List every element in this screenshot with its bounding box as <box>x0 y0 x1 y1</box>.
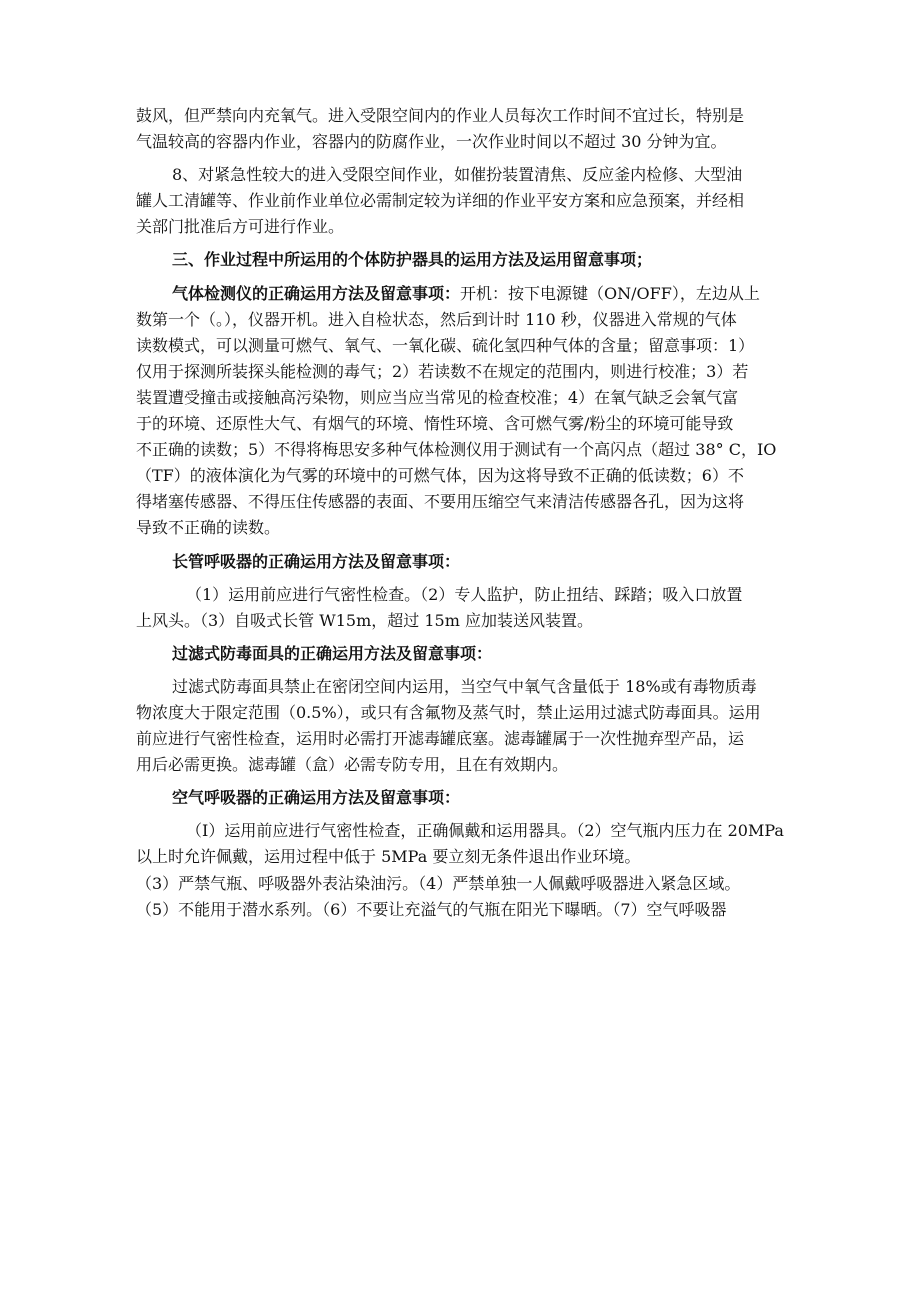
text-line: （I）运用前应进行气密性检查，正确佩戴和运用器具。（2）空气瓶内压力在 20MPa <box>186 821 784 841</box>
text-line: 读数模式，可以测量可燃气、氧气、一氧化碳、硫化氢四种气体的含量；留意事项：1） <box>136 335 755 355</box>
text-line: 前应进行气密性检查，运用时必需打开滤毒罐底塞。滤毒罐属于一次性抛弃型产品，运 <box>136 729 745 749</box>
text-line: 不正确的读数；5）不得将梅思安多种气体检测仪用于测试有一个高闪点（超过 38° C，IO <box>136 440 777 460</box>
paragraph-long-tube <box>136 582 786 634</box>
text-line: （TF）的液体演化为气雾的环境中的可燃气体，因为这将导致不正确的低读数；6）不 <box>136 466 744 486</box>
section-heading-long-tube: 长管呼吸器的正确运用方法及留意事项： <box>172 551 461 571</box>
text-line: 于的环境、还原性大气、有烟气的环境、惰性环境、含可燃气雾/粉尘的环境可能导致 <box>136 414 734 434</box>
text-line: 得堵塞传感器、不得压住传感器的表面、不要用压缩空气来清洁传感器各孔，因为这将 <box>136 492 745 512</box>
paragraph-item-8 <box>136 162 786 240</box>
paragraph-air-respirator <box>136 818 786 922</box>
text-line: 上风头。（3）自吸式长管 W15m，超过 15m 应加装送风装置。 <box>136 610 593 630</box>
text-line: 气温较高的容器内作业，容器内的防腐作业，一次作业时间以不超过 30 分钟为宜。 <box>136 132 727 152</box>
paragraph-gas-detector <box>136 281 786 542</box>
text-line: 以上时允许佩戴，运用过程中低于 5MPa 要立刻无条件退出作业环境。 <box>136 847 641 867</box>
text-line: 数第一个（。），仪器开机。进入自检状态，然后到计时 110 秒，仪器进入常规的气体 <box>136 309 737 329</box>
text-line: 仅用于探测所装探头能检测的毒气；2）若读数不在规定的范围内，则进行校准；3）若 <box>136 361 749 381</box>
text-line: 装置遭受撞击或接触高污染物，则应当应当常见的检查校准；4）在氧气缺乏会氧气富 <box>136 387 739 407</box>
paragraph-ventilation <box>136 103 786 155</box>
text-line: 8、对紧急性较大的进入受限空间作业，如催扮装置清焦、反应釜内检修、大型油 <box>172 165 743 185</box>
paragraph-filter-mask <box>136 674 786 778</box>
section-heading-filter-mask: 过滤式防毒面具的正确运用方法及留意事项： <box>172 643 493 663</box>
gas-detector-heading: 气体检测仪的正确运用方法及留意事项： <box>172 283 461 303</box>
text-line <box>136 281 786 307</box>
text-line: 导致不正确的读数。 <box>136 518 281 538</box>
text-line: 罐人工清罐等、作业前作业单位必需制定较为详细的作业平安方案和应急预案，并经相 <box>136 191 745 211</box>
text-line: 物浓度大于限定范围（0.5%），或只有含氟物及蒸气时，禁止运用过滤式防毒面具。运用 <box>136 702 761 722</box>
section-heading-air-respirator: 空气呼吸器的正确运用方法及留意事项： <box>172 788 461 808</box>
text-line: （5）不能用于潜水系列。（6）不要让充溢气的气瓶在阳光下曝晒。（7）空气呼吸器 <box>136 899 727 919</box>
text-line: 过滤式防毒面具禁止在密闭空间内运用，当空气中氧气含量低于 18%或有毒物质毒 <box>172 676 757 696</box>
text-line: （3）严禁气瓶、呼吸器外表沾染油污。（4）严禁单独一人佩戴呼吸器进入紧急区域。 <box>136 873 741 893</box>
section-heading-3: 三、作业过程中所运用的个体防护器具的运用方法及运用留意事项； <box>172 250 653 270</box>
document-page <box>136 103 786 923</box>
text-line: 用后必需更换。滤毒罐（盒）必需专防专用，且在有效期内。 <box>136 755 569 775</box>
text-run: 开机：按下电源键（ON/OFF），左边从上 <box>460 283 760 303</box>
text-line: 关部门批准后方可进行作业。 <box>136 217 345 237</box>
text-line: 鼓风，但严禁向内充氧气。进入受限空间内的作业人员每次工作时间不宜过长，特别是 <box>136 106 745 125</box>
text-line: （1）运用前应进行气密性检查。（2）专人监护，防止扭结、踩踏；吸入口放置 <box>186 584 743 604</box>
